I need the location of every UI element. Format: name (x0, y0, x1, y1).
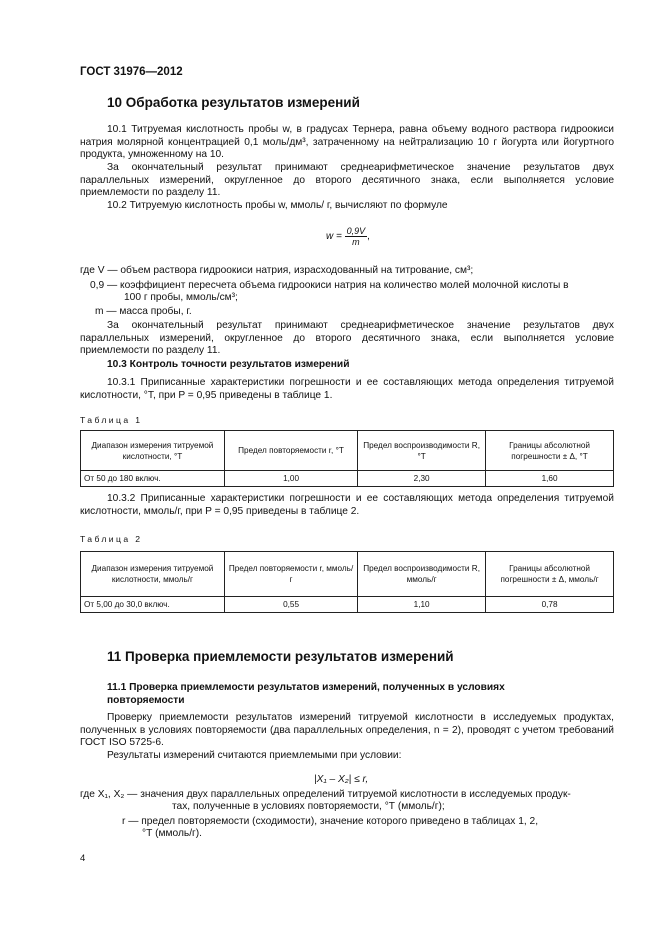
where-x-a: где X₁, X₂ — значения двух параллельных определений титруемой кислотности в исследуемых продук- (80, 789, 571, 800)
paragraph-final-result-2: За окончательный результат принимают среднеарифметическое значение результатов двух параллельных измерений, округленное до второго десятичного знака, если выполняется условие приемлемости по разделу 11. (80, 320, 614, 356)
where-v: где V — объем раствора гидроокиси натрия, израсходованный на титрование, см³; (80, 265, 474, 276)
table-header-cell: Предел воспроизводимости R, ммоль/г (358, 552, 486, 597)
table-cell: 1,60 (486, 471, 614, 487)
formula-tail: , (367, 231, 370, 243)
table-cell: От 50 до 180 включ. (81, 471, 225, 487)
paragraph-11-1: Проверку приемлемости результатов измерений титруемой кислотности в исследуемых продуктах, полученных в условиях повторяемости (два параллельных определения, n = 2), проводят с учетом требований ГОСТ ISO 5725-6. (80, 712, 614, 748)
where-x-b: тах, полученные в условиях повторяемости, °Т (ммоль/г); (172, 801, 445, 812)
formula-w (326, 226, 370, 247)
section-11-title: 11 Проверка приемлемости результатов измерений (107, 649, 454, 664)
where-r-a: r — предел повторяемости (сходимости), значение которого приведено в таблицах 1, 2, (122, 816, 539, 827)
table-cell: От 5,00 до 30,0 включ. (81, 597, 225, 613)
paragraph-final-result-1: За окончательный результат принимают среднеарифметическое значение результатов двух параллельных измерений, округленное до второго десятичного знака, если выполняется условие приемлемости по разделу 11. (80, 162, 614, 198)
table-1-caption: Таблица 1 (80, 415, 143, 425)
table-cell: 0,78 (486, 597, 614, 613)
table-cell: 2,30 (358, 471, 486, 487)
paragraph-10-2: 10.2 Титруемую кислотность пробы w, ммоль/ г, вычисляют по формуле (107, 200, 448, 211)
table-cell: 1,10 (358, 597, 486, 613)
where-r-b: °Т (ммоль/г). (142, 828, 202, 839)
where-09-a: 0,9 — коэффициент пересчета объема гидроокиси натрия на количество молей молочной кислоты в (90, 280, 569, 291)
page-number: 4 (80, 853, 86, 864)
formula-lhs: w = (326, 231, 342, 243)
table-1-header-row (81, 431, 614, 471)
table-cell: 1,00 (224, 471, 357, 487)
formula-fraction (345, 226, 368, 247)
table-row (81, 471, 614, 487)
section-10-title: 10 Обработка результатов измерений (107, 95, 360, 110)
paragraph-10-3-1: 10.3.1 Приписанные характеристики погрешности и ее составляющих метода определения титруемой кислотности, °Т, при P = 0,95 приведены в таблице 1. (80, 377, 614, 401)
paragraph-acceptance: Результаты измерений считаются приемлемыми при условии: (107, 750, 402, 761)
formula-numerator: 0,9V (346, 226, 366, 236)
table-cell: 0,55 (224, 597, 357, 613)
formula-denominator: m (352, 237, 360, 247)
table-header-cell: Диапазон измерения титруемой кислотности, °Т (81, 431, 225, 471)
table-header-cell: Границы абсолютной погрешности ± Δ, °Т (486, 431, 614, 471)
table-header-cell: Диапазон измерения титруемой кислотности, ммоль/г (81, 552, 225, 597)
section-10-3-title: 10.3 Контроль точности результатов измерений (107, 359, 350, 370)
table-header-cell: Предел воспроизводимости R, °Т (358, 431, 486, 471)
where-m: m — масса пробы, г. (95, 306, 192, 317)
table-2-header-row (81, 552, 614, 597)
table-2 (80, 551, 614, 613)
table-1 (80, 430, 614, 487)
table-header-cell: Предел повторяемости r, °Т (224, 431, 357, 471)
table-header-cell: Предел повторяемости r, ммоль/г (224, 552, 357, 597)
table-2-caption: Таблица 2 (80, 534, 143, 544)
where-09-b: 100 г пробы, ммоль/см³; (124, 292, 238, 303)
table-row (81, 597, 614, 613)
paragraph-10-3-2: 10.3.2 Приписанные характеристики погрешности и ее составляющих метода определения титруемой кислотности, ммоль/г, при P = 0,95 приведены в таблице 2. (80, 493, 614, 517)
document-header: ГОСТ 31976—2012 (80, 66, 183, 78)
paragraph-10-1: 10.1 Титруемая кислотность пробы w, в градусах Тернера, равна объему водного раствора гидроокиси натрия молярной концентрацией 0,1 моль/дм³, затраченному на нейтрализацию 10 г йогурта или йогуртного продукта, умноженному на 10. (80, 124, 614, 160)
table-header-cell: Границы абсолютной погрешности ± Δ, ммоль/г (486, 552, 614, 597)
formula-repeatability: |X₁ – X₂| ≤ r, (314, 774, 369, 785)
section-11-1-title: 11.1 Проверка приемлемости результатов измерений, полученных в условиях повторяемости (107, 682, 505, 706)
